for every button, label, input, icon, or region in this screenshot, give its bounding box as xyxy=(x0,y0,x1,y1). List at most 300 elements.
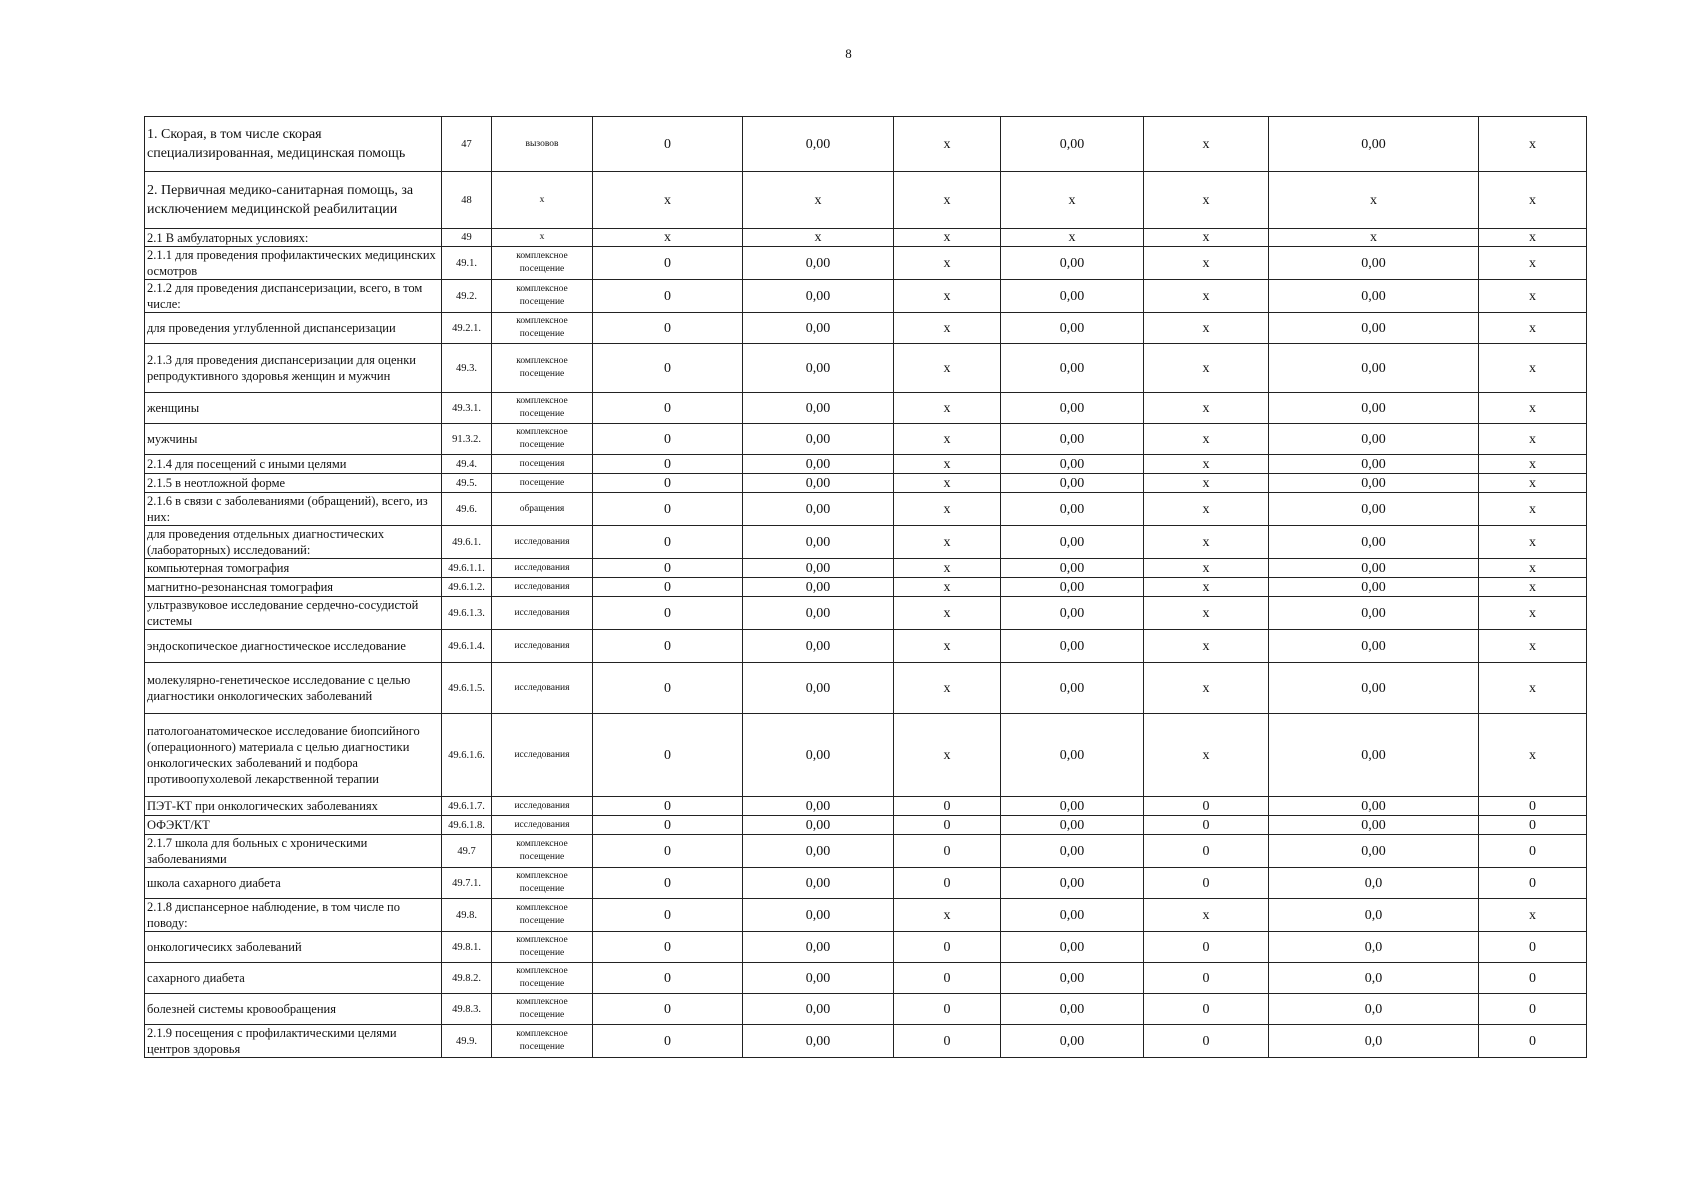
row-unit: исследования xyxy=(492,663,593,714)
table-row xyxy=(145,597,1587,630)
value-cell: х xyxy=(894,559,1001,578)
value-cell: 0,00 xyxy=(743,578,894,597)
table-row xyxy=(145,455,1587,474)
value-cell: х xyxy=(894,229,1001,247)
value-cell: 0,00 xyxy=(1001,994,1144,1025)
value-cell: 0 xyxy=(593,797,743,816)
value-cell: 0,00 xyxy=(1001,932,1144,963)
row-number: 91.3.2. xyxy=(442,424,492,455)
row-unit: обращения xyxy=(492,493,593,526)
row-number: 49.6.1.6. xyxy=(442,714,492,797)
value-cell: 0 xyxy=(894,1025,1001,1058)
value-cell: 0 xyxy=(593,994,743,1025)
row-unit: х xyxy=(492,229,593,247)
value-cell: х xyxy=(1144,313,1269,344)
value-cell: х xyxy=(894,313,1001,344)
value-cell: 0 xyxy=(1144,835,1269,868)
value-cell: х xyxy=(1144,597,1269,630)
value-cell: х xyxy=(1144,117,1269,172)
value-cell: х xyxy=(1479,597,1587,630)
value-cell: 0 xyxy=(593,344,743,393)
value-cell: 0 xyxy=(593,313,743,344)
value-cell: х xyxy=(894,493,1001,526)
value-cell: 0,00 xyxy=(1001,899,1144,932)
table-row xyxy=(145,559,1587,578)
row-number: 49.6.1.2. xyxy=(442,578,492,597)
value-cell: 0,00 xyxy=(1269,578,1479,597)
value-cell: х xyxy=(894,663,1001,714)
value-cell: 0,00 xyxy=(1001,474,1144,493)
value-cell: 0 xyxy=(593,1025,743,1058)
value-cell: 0,00 xyxy=(1001,117,1144,172)
table-row xyxy=(145,932,1587,963)
value-cell: 0 xyxy=(593,117,743,172)
value-cell: х xyxy=(894,344,1001,393)
value-cell: х xyxy=(1144,474,1269,493)
value-cell: 0,00 xyxy=(1001,393,1144,424)
row-name: магнитно-резонансная томография xyxy=(145,578,442,597)
row-unit: комплексное посещение xyxy=(492,899,593,932)
value-cell: 0 xyxy=(1479,835,1587,868)
value-cell: 0 xyxy=(593,424,743,455)
row-unit: комплексное посещение xyxy=(492,280,593,313)
row-unit: исследования xyxy=(492,559,593,578)
value-cell: 0,00 xyxy=(1001,1025,1144,1058)
row-number: 49.1. xyxy=(442,247,492,280)
table-row xyxy=(145,172,1587,229)
row-unit: посещение xyxy=(492,474,593,493)
row-name: болезней системы кровообращения xyxy=(145,994,442,1025)
value-cell: х xyxy=(1479,630,1587,663)
value-cell: 0,00 xyxy=(743,117,894,172)
value-cell: х xyxy=(1144,424,1269,455)
table-row xyxy=(145,963,1587,994)
value-cell: 0,00 xyxy=(743,344,894,393)
value-cell: 0,00 xyxy=(1269,597,1479,630)
row-number: 49.6.1.5. xyxy=(442,663,492,714)
row-name: 2.1 В амбулаторных условиях: xyxy=(145,229,442,247)
value-cell: 0,00 xyxy=(1001,344,1144,393)
value-cell: 0,0 xyxy=(1269,899,1479,932)
value-cell: х xyxy=(894,455,1001,474)
row-number: 49.7 xyxy=(442,835,492,868)
table-row xyxy=(145,868,1587,899)
value-cell: 0,00 xyxy=(743,663,894,714)
row-name: сахарного диабета xyxy=(145,963,442,994)
report-body xyxy=(145,117,1587,1058)
value-cell: 0 xyxy=(593,899,743,932)
row-unit: комплексное посещение xyxy=(492,1025,593,1058)
row-unit: посещения xyxy=(492,455,593,474)
value-cell: 0,00 xyxy=(743,280,894,313)
value-cell: 0,00 xyxy=(1001,455,1144,474)
row-name: 2.1.8 диспансерное наблюдение, в том числе по поводу: xyxy=(145,899,442,932)
row-name: 2.1.3 для проведения диспансеризации для оценки репродуктивного здоровья женщин и мужчин xyxy=(145,344,442,393)
value-cell: 0,00 xyxy=(1001,816,1144,835)
value-cell: 0,00 xyxy=(1269,313,1479,344)
value-cell: х xyxy=(1479,526,1587,559)
table-row xyxy=(145,229,1587,247)
value-cell: 0,00 xyxy=(1001,424,1144,455)
row-number: 49.6.1.8. xyxy=(442,816,492,835)
value-cell: х xyxy=(1479,172,1587,229)
value-cell: 0 xyxy=(593,559,743,578)
value-cell: х xyxy=(1479,424,1587,455)
value-cell: 0 xyxy=(1144,797,1269,816)
value-cell: 0 xyxy=(593,493,743,526)
value-cell: 0 xyxy=(593,663,743,714)
row-name: 2.1.6 в связи с заболеваниями (обращений), всего, из них: xyxy=(145,493,442,526)
report-table xyxy=(144,116,1587,1058)
value-cell: 0,00 xyxy=(743,899,894,932)
value-cell: х xyxy=(1479,229,1587,247)
value-cell: 0,0 xyxy=(1269,932,1479,963)
row-unit: х xyxy=(492,172,593,229)
value-cell: 0 xyxy=(593,597,743,630)
value-cell: 0,00 xyxy=(1001,630,1144,663)
value-cell: 0 xyxy=(894,932,1001,963)
value-cell: 0 xyxy=(593,247,743,280)
value-cell: х xyxy=(743,229,894,247)
row-name: для проведения отдельных диагностических (лабораторных) исследований: xyxy=(145,526,442,559)
row-name: молекулярно-генетическое исследование с целью диагностики онкологических заболеваний xyxy=(145,663,442,714)
value-cell: 0 xyxy=(1479,816,1587,835)
row-number: 49.4. xyxy=(442,455,492,474)
value-cell: х xyxy=(1479,578,1587,597)
row-name: 2. Первичная медико-санитарная помощь, за исключением медицинской реабилитации xyxy=(145,172,442,229)
value-cell: 0,00 xyxy=(1001,714,1144,797)
row-unit: комплексное посещение xyxy=(492,344,593,393)
value-cell: х xyxy=(894,597,1001,630)
value-cell: х xyxy=(1479,344,1587,393)
value-cell: 0,00 xyxy=(743,714,894,797)
row-name: для проведения углубленной диспансеризации xyxy=(145,313,442,344)
value-cell: х xyxy=(1144,280,1269,313)
value-cell: 0 xyxy=(593,816,743,835)
value-cell: 0,00 xyxy=(743,393,894,424)
row-number: 49.2. xyxy=(442,280,492,313)
value-cell: х xyxy=(1144,663,1269,714)
table-row xyxy=(145,899,1587,932)
row-unit: комплексное посещение xyxy=(492,868,593,899)
row-number: 49.6.1.1. xyxy=(442,559,492,578)
value-cell: 0 xyxy=(1144,963,1269,994)
value-cell: х xyxy=(894,578,1001,597)
value-cell: х xyxy=(1144,526,1269,559)
value-cell: 0,00 xyxy=(1001,493,1144,526)
row-name: 2.1.1 для проведения профилактических медицинских осмотров xyxy=(145,247,442,280)
value-cell: 0,00 xyxy=(1269,816,1479,835)
table-row xyxy=(145,280,1587,313)
value-cell: х xyxy=(1144,899,1269,932)
value-cell: 0 xyxy=(593,455,743,474)
row-unit: комплексное посещение xyxy=(492,313,593,344)
row-unit: вызовов xyxy=(492,117,593,172)
value-cell: 0 xyxy=(1479,797,1587,816)
value-cell: 0,00 xyxy=(743,313,894,344)
value-cell: х xyxy=(1144,578,1269,597)
value-cell: 0 xyxy=(894,868,1001,899)
row-unit: комплексное посещение xyxy=(492,424,593,455)
value-cell: х xyxy=(894,172,1001,229)
value-cell: 0,00 xyxy=(743,1025,894,1058)
value-cell: 0,00 xyxy=(743,247,894,280)
row-name: 2.1.4 для посещений с иными целями xyxy=(145,455,442,474)
row-name: эндоскопическое диагностическое исследование xyxy=(145,630,442,663)
table-row xyxy=(145,797,1587,816)
value-cell: х xyxy=(1001,172,1144,229)
table-row xyxy=(145,714,1587,797)
value-cell: 0 xyxy=(593,835,743,868)
value-cell: 0,00 xyxy=(1269,526,1479,559)
table-row xyxy=(145,493,1587,526)
table-row xyxy=(145,663,1587,714)
value-cell: 0,00 xyxy=(1269,424,1479,455)
value-cell: 0,00 xyxy=(743,797,894,816)
value-cell: 0,00 xyxy=(1001,559,1144,578)
row-name: 2.1.5 в неотложной форме xyxy=(145,474,442,493)
value-cell: 0 xyxy=(1479,963,1587,994)
table-row xyxy=(145,393,1587,424)
value-cell: 0 xyxy=(1479,868,1587,899)
value-cell: 0,00 xyxy=(743,816,894,835)
row-number: 49.6.1. xyxy=(442,526,492,559)
value-cell: 0,00 xyxy=(1001,835,1144,868)
value-cell: 0,00 xyxy=(743,597,894,630)
value-cell: х xyxy=(593,172,743,229)
table-row xyxy=(145,424,1587,455)
value-cell: х xyxy=(894,714,1001,797)
value-cell: х xyxy=(894,393,1001,424)
row-number: 49.3.1. xyxy=(442,393,492,424)
row-number: 49.2.1. xyxy=(442,313,492,344)
value-cell: 0,00 xyxy=(1269,493,1479,526)
row-number: 49.6.1.3. xyxy=(442,597,492,630)
value-cell: 0,0 xyxy=(1269,963,1479,994)
value-cell: 0,00 xyxy=(743,835,894,868)
value-cell: х xyxy=(1144,493,1269,526)
table-row xyxy=(145,247,1587,280)
row-number: 49.6. xyxy=(442,493,492,526)
value-cell: х xyxy=(1479,559,1587,578)
value-cell: 0 xyxy=(1144,1025,1269,1058)
value-cell: х xyxy=(1479,899,1587,932)
value-cell: 0,00 xyxy=(1001,247,1144,280)
value-cell: 0,00 xyxy=(1269,393,1479,424)
value-cell: х xyxy=(1144,455,1269,474)
value-cell: х xyxy=(894,424,1001,455)
row-number: 49.7.1. xyxy=(442,868,492,899)
value-cell: 0,00 xyxy=(1001,663,1144,714)
row-number: 49.8.3. xyxy=(442,994,492,1025)
value-cell: 0,00 xyxy=(1269,714,1479,797)
value-cell: х xyxy=(1479,474,1587,493)
value-cell: 0,00 xyxy=(1269,247,1479,280)
value-cell: 0,00 xyxy=(1269,280,1479,313)
value-cell: 0 xyxy=(1479,1025,1587,1058)
value-cell: 0,00 xyxy=(1001,313,1144,344)
value-cell: 0,00 xyxy=(743,559,894,578)
value-cell: 0 xyxy=(1144,932,1269,963)
value-cell: 0,00 xyxy=(743,932,894,963)
row-number: 49.8.2. xyxy=(442,963,492,994)
row-number: 49.6.1.4. xyxy=(442,630,492,663)
row-unit: комплексное посещение xyxy=(492,835,593,868)
value-cell: х xyxy=(894,280,1001,313)
value-cell: 0,00 xyxy=(1269,630,1479,663)
value-cell: 0,00 xyxy=(1001,526,1144,559)
value-cell: 0,00 xyxy=(743,455,894,474)
value-cell: х xyxy=(1479,117,1587,172)
row-name: школа сахарного диабета xyxy=(145,868,442,899)
value-cell: х xyxy=(1269,229,1479,247)
value-cell: х xyxy=(1479,493,1587,526)
value-cell: 0,00 xyxy=(1001,597,1144,630)
table-row xyxy=(145,313,1587,344)
value-cell: 0 xyxy=(1479,932,1587,963)
value-cell: 0 xyxy=(593,578,743,597)
value-cell: 0 xyxy=(593,714,743,797)
value-cell: 0 xyxy=(894,963,1001,994)
value-cell: х xyxy=(1144,714,1269,797)
value-cell: 0 xyxy=(1144,816,1269,835)
value-cell: 0 xyxy=(894,835,1001,868)
value-cell: 0,00 xyxy=(1269,474,1479,493)
value-cell: х xyxy=(1479,313,1587,344)
row-unit: исследования xyxy=(492,630,593,663)
row-name: ОФЭКТ/КТ xyxy=(145,816,442,835)
value-cell: 0,00 xyxy=(743,526,894,559)
value-cell: 0 xyxy=(593,393,743,424)
value-cell: 0 xyxy=(593,474,743,493)
value-cell: х xyxy=(1479,455,1587,474)
value-cell: х xyxy=(1144,229,1269,247)
value-cell: 0,00 xyxy=(1001,868,1144,899)
value-cell: х xyxy=(1144,172,1269,229)
row-number: 48 xyxy=(442,172,492,229)
row-name: 1. Скорая, в том числе скорая специализированная, медицинская помощь xyxy=(145,117,442,172)
value-cell: 0,00 xyxy=(1269,663,1479,714)
row-name: 2.1.7 школа для больных с хроническими заболеваниями xyxy=(145,835,442,868)
value-cell: х xyxy=(894,630,1001,663)
row-number: 49.9. xyxy=(442,1025,492,1058)
row-unit: комплексное посещение xyxy=(492,932,593,963)
value-cell: 0 xyxy=(894,797,1001,816)
row-name: компьютерная томография xyxy=(145,559,442,578)
value-cell: 0,00 xyxy=(1269,559,1479,578)
value-cell: 0,00 xyxy=(1001,280,1144,313)
value-cell: х xyxy=(1479,714,1587,797)
row-unit: комплексное посещение xyxy=(492,393,593,424)
value-cell: х xyxy=(1479,393,1587,424)
table-row xyxy=(145,526,1587,559)
row-unit: исследования xyxy=(492,597,593,630)
row-number: 49.8. xyxy=(442,899,492,932)
row-name: 2.1.9 посещения с профилактическими целями центров здоровья xyxy=(145,1025,442,1058)
value-cell: 0,00 xyxy=(1269,344,1479,393)
row-name: женщины xyxy=(145,393,442,424)
row-unit: исследования xyxy=(492,526,593,559)
value-cell: х xyxy=(1479,663,1587,714)
value-cell: х xyxy=(894,526,1001,559)
row-unit: комплексное посещение xyxy=(492,963,593,994)
row-number: 49.5. xyxy=(442,474,492,493)
value-cell: 0,0 xyxy=(1269,868,1479,899)
row-unit: исследования xyxy=(492,714,593,797)
value-cell: 0,00 xyxy=(743,868,894,899)
value-cell: х xyxy=(1144,559,1269,578)
table-row xyxy=(145,474,1587,493)
row-unit: комплексное посещение xyxy=(492,247,593,280)
row-number: 47 xyxy=(442,117,492,172)
value-cell: 0,00 xyxy=(743,424,894,455)
value-cell: 0 xyxy=(1144,868,1269,899)
table-row xyxy=(145,1025,1587,1058)
page-number: 8 xyxy=(845,46,852,61)
value-cell: х xyxy=(894,899,1001,932)
table-row xyxy=(145,994,1587,1025)
table-row xyxy=(145,816,1587,835)
value-cell: 0,00 xyxy=(1001,578,1144,597)
value-cell: 0,0 xyxy=(1269,994,1479,1025)
row-name: ПЭТ-КТ при онкологических заболеваниях xyxy=(145,797,442,816)
value-cell: 0,00 xyxy=(1001,963,1144,994)
value-cell: 0,00 xyxy=(1269,797,1479,816)
value-cell: 0 xyxy=(593,963,743,994)
row-name: 2.1.2 для проведения диспансеризации, всего, в том числе: xyxy=(145,280,442,313)
row-name: ультразвуковое исследование сердечно-сосудистой системы xyxy=(145,597,442,630)
row-number: 49.6.1.7. xyxy=(442,797,492,816)
table-row xyxy=(145,344,1587,393)
value-cell: х xyxy=(894,117,1001,172)
value-cell: 0 xyxy=(593,932,743,963)
value-cell: х xyxy=(1144,247,1269,280)
value-cell: х xyxy=(1144,630,1269,663)
value-cell: 0 xyxy=(1479,994,1587,1025)
value-cell: 0,00 xyxy=(743,994,894,1025)
row-unit: исследования xyxy=(492,578,593,597)
row-number: 49.8.1. xyxy=(442,932,492,963)
row-unit: исследования xyxy=(492,797,593,816)
table-row xyxy=(145,835,1587,868)
value-cell: х xyxy=(894,474,1001,493)
value-cell: 0,00 xyxy=(743,963,894,994)
value-cell: х xyxy=(593,229,743,247)
value-cell: 0,00 xyxy=(1269,117,1479,172)
value-cell: х xyxy=(1479,247,1587,280)
table-row xyxy=(145,117,1587,172)
row-unit: исследования xyxy=(492,816,593,835)
value-cell: 0,00 xyxy=(1001,797,1144,816)
value-cell: 0 xyxy=(1144,994,1269,1025)
value-cell: х xyxy=(1144,344,1269,393)
value-cell: 0,00 xyxy=(743,630,894,663)
value-cell: 0 xyxy=(593,868,743,899)
value-cell: 0 xyxy=(593,630,743,663)
value-cell: 0,00 xyxy=(743,474,894,493)
row-name: патологоанатомическое исследование биопсийного (операционного) материала с целью диагностики онкологических заболеваний и подбора противоопухолевой лекарственной терапии xyxy=(145,714,442,797)
value-cell: х xyxy=(894,247,1001,280)
value-cell: 0 xyxy=(593,280,743,313)
value-cell: х xyxy=(1001,229,1144,247)
table-row xyxy=(145,630,1587,663)
value-cell: 0 xyxy=(894,994,1001,1025)
row-unit: комплексное посещение xyxy=(492,994,593,1025)
table-row xyxy=(145,578,1587,597)
row-name: мужчины xyxy=(145,424,442,455)
value-cell: х xyxy=(1144,393,1269,424)
value-cell: 0 xyxy=(593,526,743,559)
